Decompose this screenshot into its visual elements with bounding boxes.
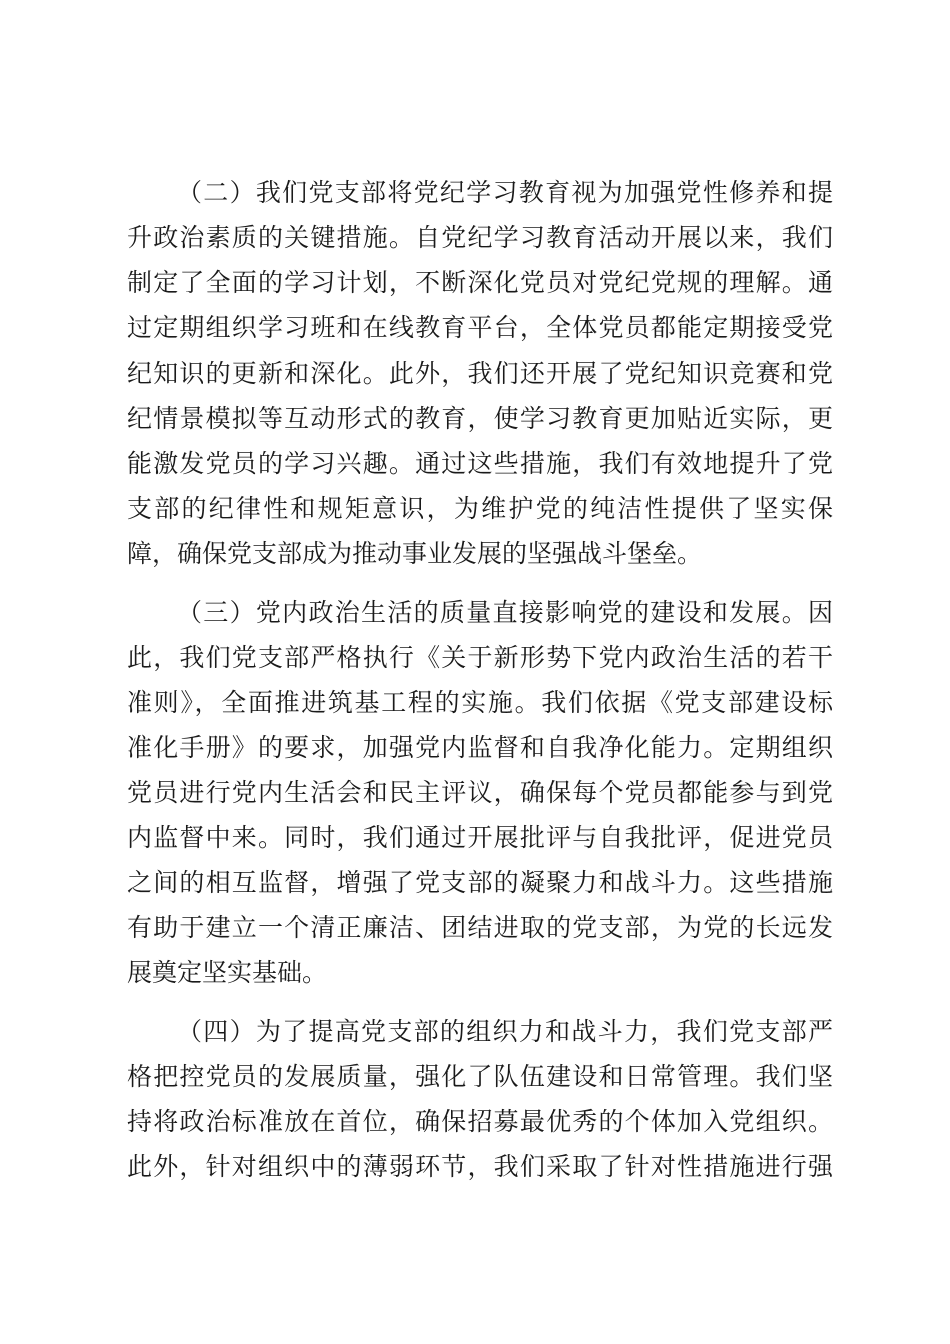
paragraph-line: 此外，针对组织中的薄弱环节，我们采取了针对性措施进行强 bbox=[127, 1152, 833, 1181]
paragraph-line: （二）我们党支部将党纪学习教育视为加强党性修养和提 bbox=[177, 178, 833, 207]
paragraph-line: （三）党内政治生活的质量直接影响党的建设和发展。因 bbox=[177, 598, 833, 627]
paragraph-line: 升政治素质的关键措施。自党纪学习教育活动开展以来，我们 bbox=[127, 223, 833, 252]
paragraph-line: 之间的相互监督，增强了党支部的凝聚力和战斗力。这些措施 bbox=[127, 868, 833, 897]
paragraph-line: 准则》，全面推进筑基工程的实施。我们依据《党支部建设标 bbox=[127, 688, 833, 717]
paragraph-line: 内监督中来。同时，我们通过开展批评与自我批评，促进党员 bbox=[127, 823, 833, 852]
paragraph-line: 有助于建立一个清正廉洁、团结进取的党支部，为党的长远发 bbox=[127, 913, 833, 942]
paragraph-line: 障，确保党支部成为推动事业发展的坚强战斗堡垒。 bbox=[127, 539, 703, 568]
paragraph-line: 纪知识的更新和深化。此外，我们还开展了党纪知识竞赛和党 bbox=[127, 359, 833, 388]
paragraph-line: 制定了全面的学习计划，不断深化党员对党纪党规的理解。通 bbox=[127, 268, 833, 297]
paragraph-line: 过定期组织学习班和在线教育平台，全体党员都能定期接受党 bbox=[127, 313, 833, 342]
paragraph-line: 持将政治标准放在首位，确保招募最优秀的个体加入党组织。 bbox=[127, 1107, 833, 1136]
paragraph-line: 纪情景模拟等互动形式的教育，使学习教育更加贴近实际，更 bbox=[127, 404, 833, 433]
paragraph-line: 展奠定坚实基础。 bbox=[127, 958, 328, 987]
paragraph-line: （四）为了提高党支部的组织力和战斗力，我们党支部严 bbox=[177, 1017, 833, 1046]
paragraph-line: 格把控党员的发展质量，强化了队伍建设和日常管理。我们坚 bbox=[127, 1062, 833, 1091]
paragraph-line: 支部的纪律性和规矩意识，为维护党的纯洁性提供了坚实保 bbox=[127, 494, 833, 523]
paragraph-line: 准化手册》的要求，加强党内监督和自我净化能力。定期组织 bbox=[127, 733, 833, 762]
paragraph-line: 此，我们党支部严格执行《关于新形势下党内政治生活的若干 bbox=[127, 643, 833, 672]
paragraph-line: 党员进行党内生活会和民主评议，确保每个党员都能参与到党 bbox=[127, 778, 833, 807]
paragraph-line: 能激发党员的学习兴趣。通过这些措施，我们有效地提升了党 bbox=[127, 449, 833, 478]
